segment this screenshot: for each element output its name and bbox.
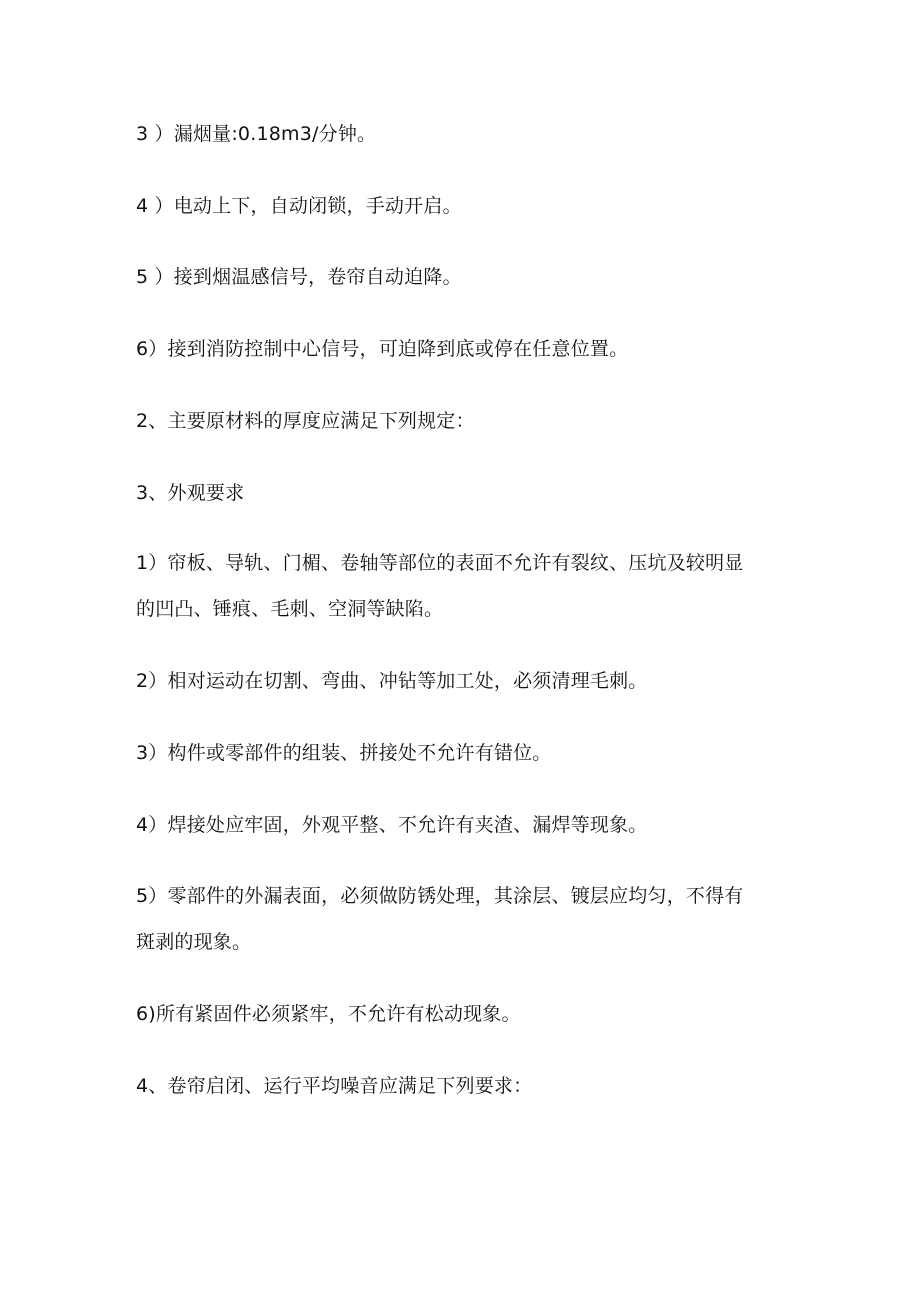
text-line-burrs: 2）相对运动在切割、弯曲、冲钻等加工处，必须清理毛刺。 bbox=[136, 670, 648, 692]
text-line-welding: 4）焊接处应牢固，外观平整、不允许有夹渣、漏焊等现象。 bbox=[136, 814, 648, 836]
text-line-smoke-leakage: 3 ）漏烟量:0.18m3/分钟。 bbox=[136, 123, 377, 145]
text-line-fire-control-signal: 6）接到消防控制中心信号，可迫降到底或停在任意位置。 bbox=[136, 338, 629, 360]
text-line-fasteners: 6)所有紧固件必须紧牢，不允许有松动现象。 bbox=[136, 1003, 521, 1025]
text-line-electric-operation: 4 ）电动上下，自动闭锁，手动开启。 bbox=[136, 195, 462, 217]
heading-appearance: 3、外观要求 bbox=[136, 482, 245, 504]
heading-noise-requirements: 4、卷帘启闭、运行平均噪音应满足下列要求： bbox=[136, 1075, 533, 1097]
text-line-surface-defects: 1）帘板、导轨、门楣、卷轴等部位的表面不允许有裂纹、压坑及较明显 bbox=[136, 552, 744, 574]
text-line-rust-protection: 5）零部件的外漏表面，必须做防锈处理，其涂层、镀层应均匀，不得有 bbox=[136, 885, 744, 907]
heading-material-thickness: 2、主要原材料的厚度应满足下列规定： bbox=[136, 410, 475, 432]
text-line-smoke-signal: 5 ）接到烟温感信号，卷帘自动迫降。 bbox=[136, 266, 462, 288]
text-line-assembly: 3）构件或零部件的组装、拼接处不允许有错位。 bbox=[136, 742, 552, 764]
text-line-rust-protection-cont: 斑剥的现象。 bbox=[136, 931, 252, 953]
text-line-surface-defects-cont: 的凹凸、锤痕、毛刺、空洞等缺陷。 bbox=[136, 598, 444, 620]
